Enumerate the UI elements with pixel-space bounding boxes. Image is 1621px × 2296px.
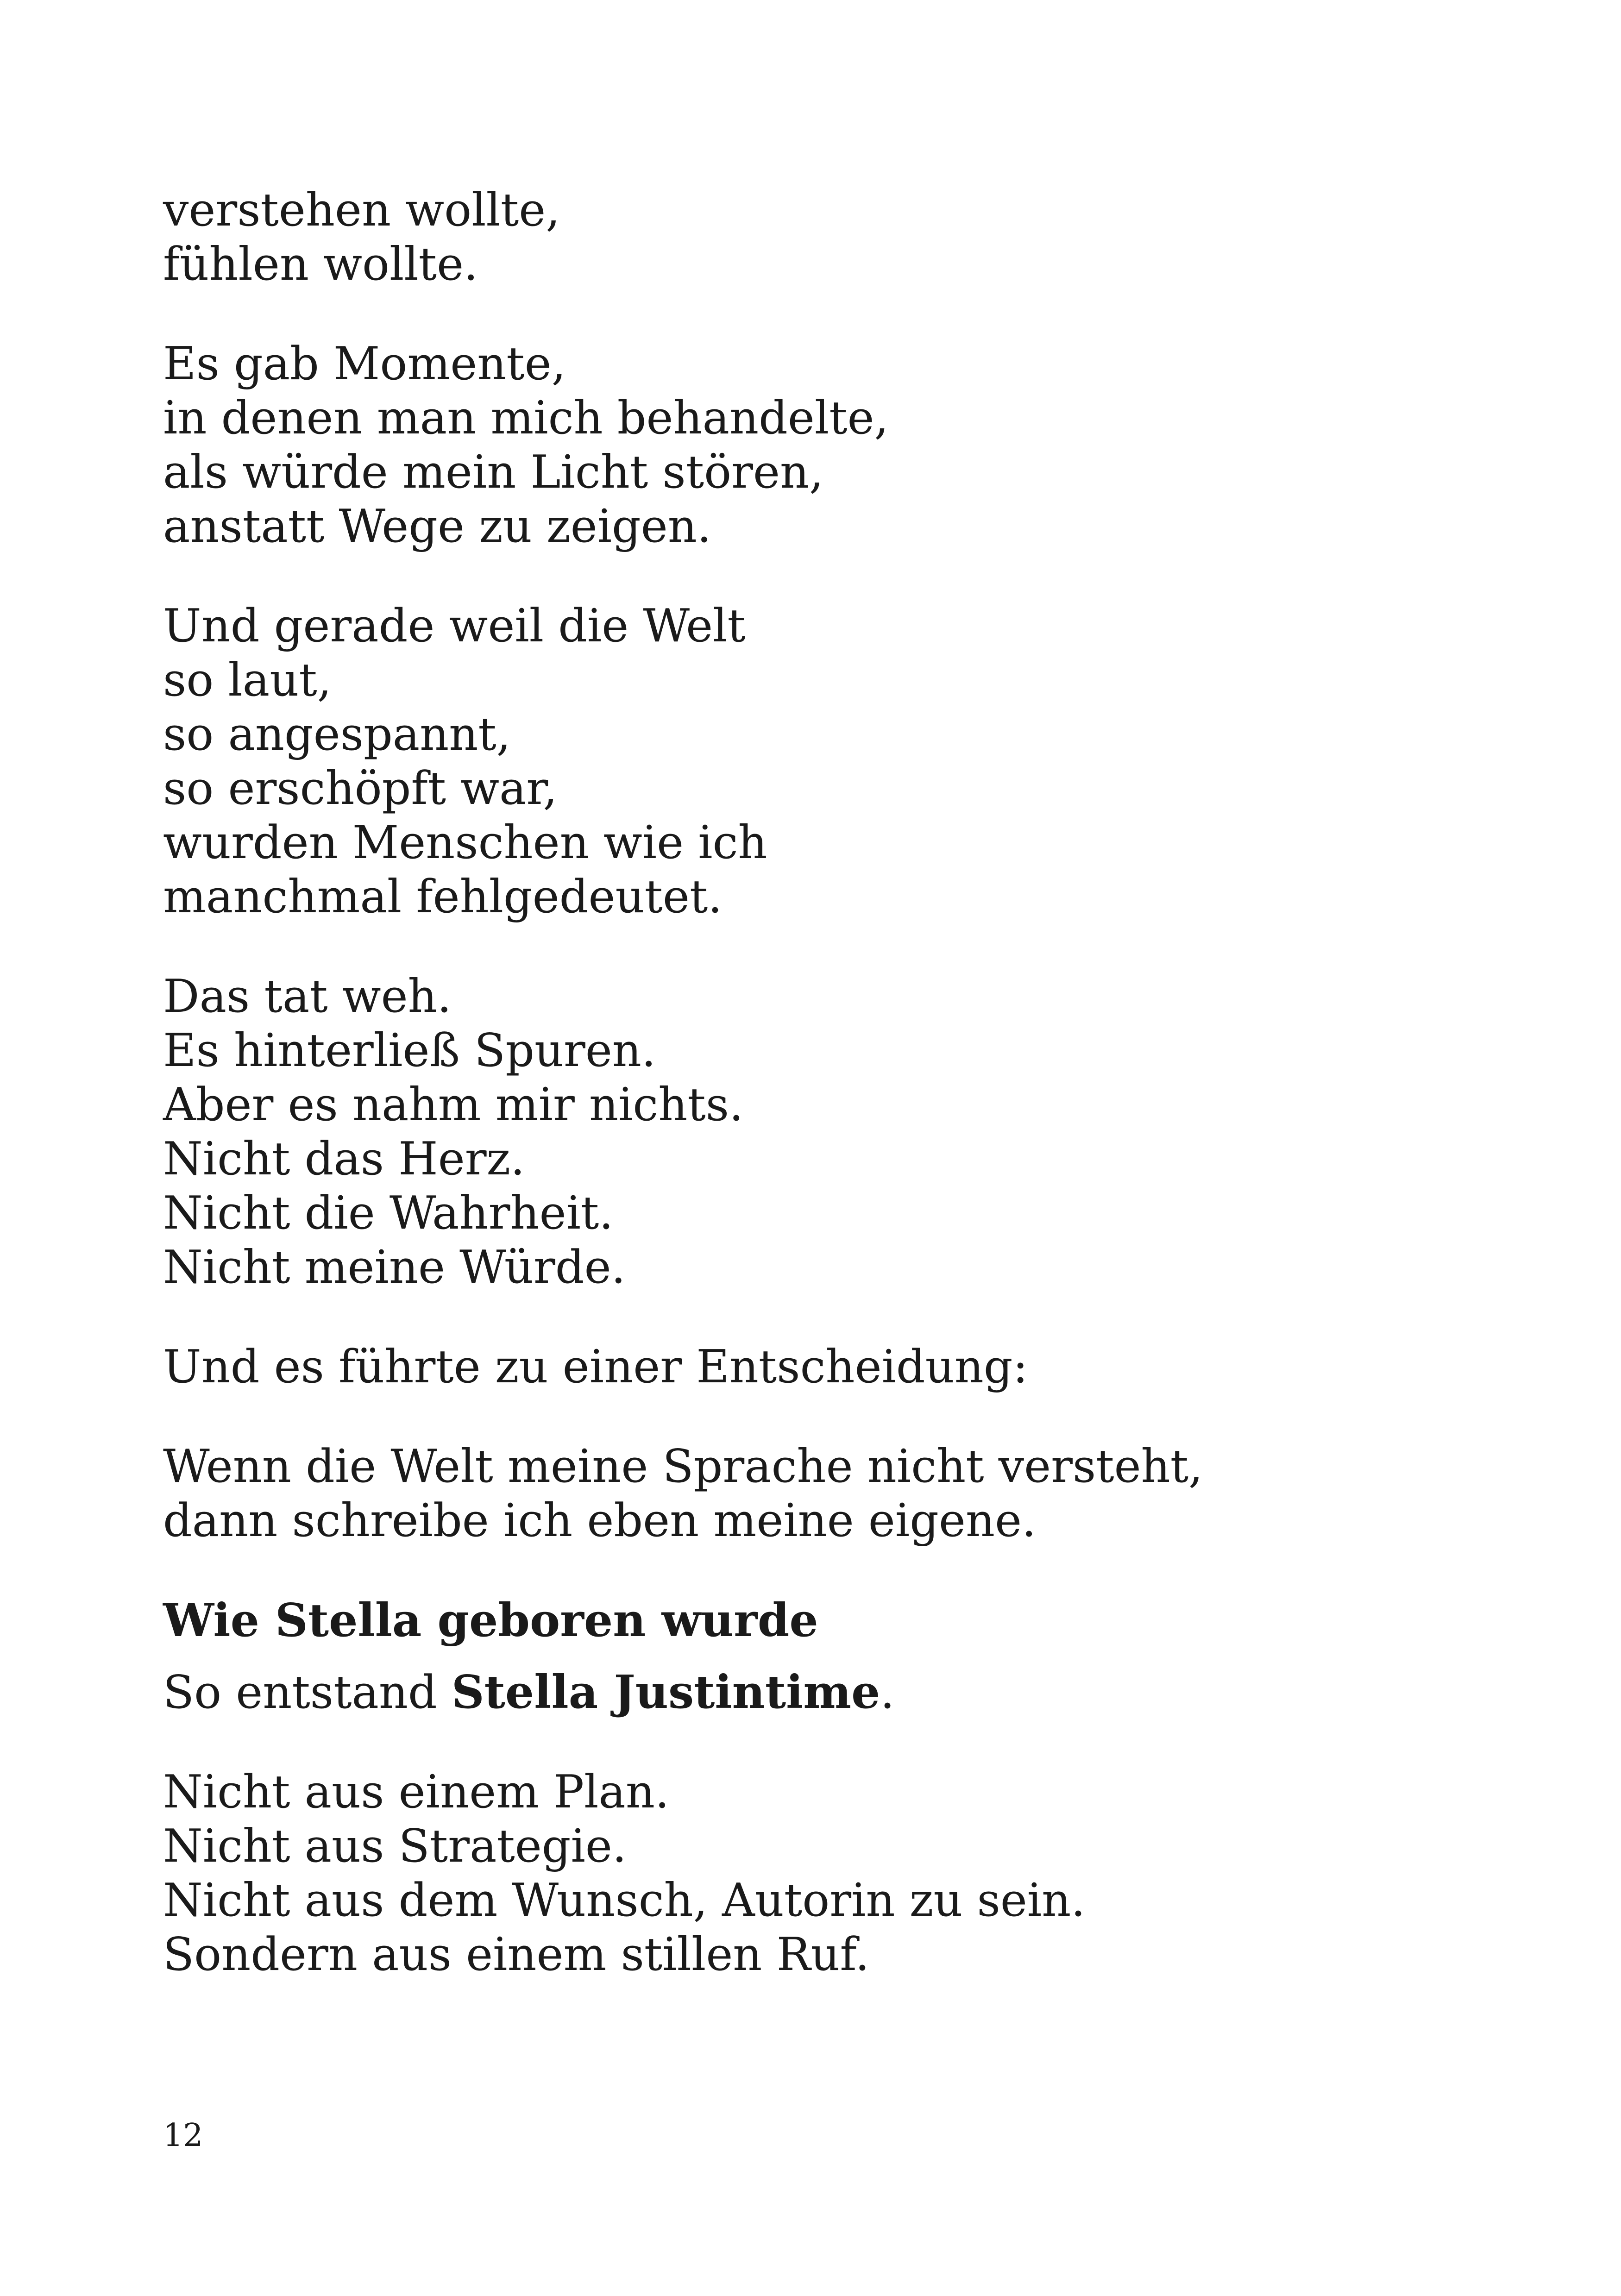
text-column [163, 183, 1506, 2027]
section-heading: Wie Stella geboren wurde [163, 1594, 818, 1647]
verse-line: Wenn die Welt meine Sprache nicht versteht, [163, 1440, 1203, 1493]
verse-line: verstehen wollte, [163, 184, 560, 237]
section-intro-line [163, 1665, 1506, 1720]
author-name: Stella Justintime [451, 1666, 880, 1719]
verse-line: Nicht aus einem Plan. [163, 1766, 670, 1819]
stanza [163, 1440, 1506, 1548]
verse-line: Nicht die Wahrheit. [163, 1187, 614, 1240]
verse-line: manchmal fehlgedeutet. [163, 871, 723, 923]
stanza [163, 1765, 1506, 1982]
verse-line: Und gerade weil die Welt [163, 600, 746, 652]
verse-line: Nicht aus Strategie. [163, 1820, 627, 1873]
verse-line: Sondern aus einem stillen Ruf. [163, 1928, 870, 1981]
verse-line: Nicht aus dem Wunsch, Autorin zu sein. [163, 1874, 1086, 1927]
verse-line: so angespannt, [163, 708, 511, 761]
verse-line: Und es führte zu einer Entscheidung: [163, 1341, 1028, 1393]
verse-line: Nicht das Herz. [163, 1133, 525, 1186]
stanza [163, 183, 1506, 292]
verse-line: fühlen wollte. [163, 238, 478, 291]
verse-line: in denen man mich behandelte, [163, 392, 889, 445]
verse-line: anstatt Wege zu zeigen. [163, 500, 712, 553]
verse-line: so laut, [163, 654, 332, 707]
page-number: 12 [163, 2117, 203, 2154]
verse-line: Nicht meine Würde. [163, 1241, 626, 1294]
verse-line: Es hinterließ Spuren. [163, 1024, 656, 1077]
verse-line: wurden Menschen wie ich [163, 816, 767, 869]
verse-line: Das tat weh. [163, 970, 452, 1023]
stanzas-part-2 [163, 1765, 1506, 1982]
stanza [163, 1340, 1506, 1394]
verse-line: so erschöpft war, [163, 762, 558, 815]
verse-line: als würde mein Licht stören, [163, 446, 824, 499]
section [163, 1593, 1506, 1720]
stanza [163, 599, 1506, 924]
intro-prefix: So entstand [163, 1666, 452, 1719]
verse-line: Es gab Momente, [163, 338, 566, 390]
stanza [163, 970, 1506, 1295]
stanzas-part-1 [163, 183, 1506, 1548]
verse-line: dann schreibe ich eben meine eigene. [163, 1494, 1037, 1547]
verse-line: Aber es nahm mir nichts. [163, 1079, 744, 1131]
intro-suffix: . [880, 1666, 895, 1719]
stanza [163, 337, 1506, 554]
